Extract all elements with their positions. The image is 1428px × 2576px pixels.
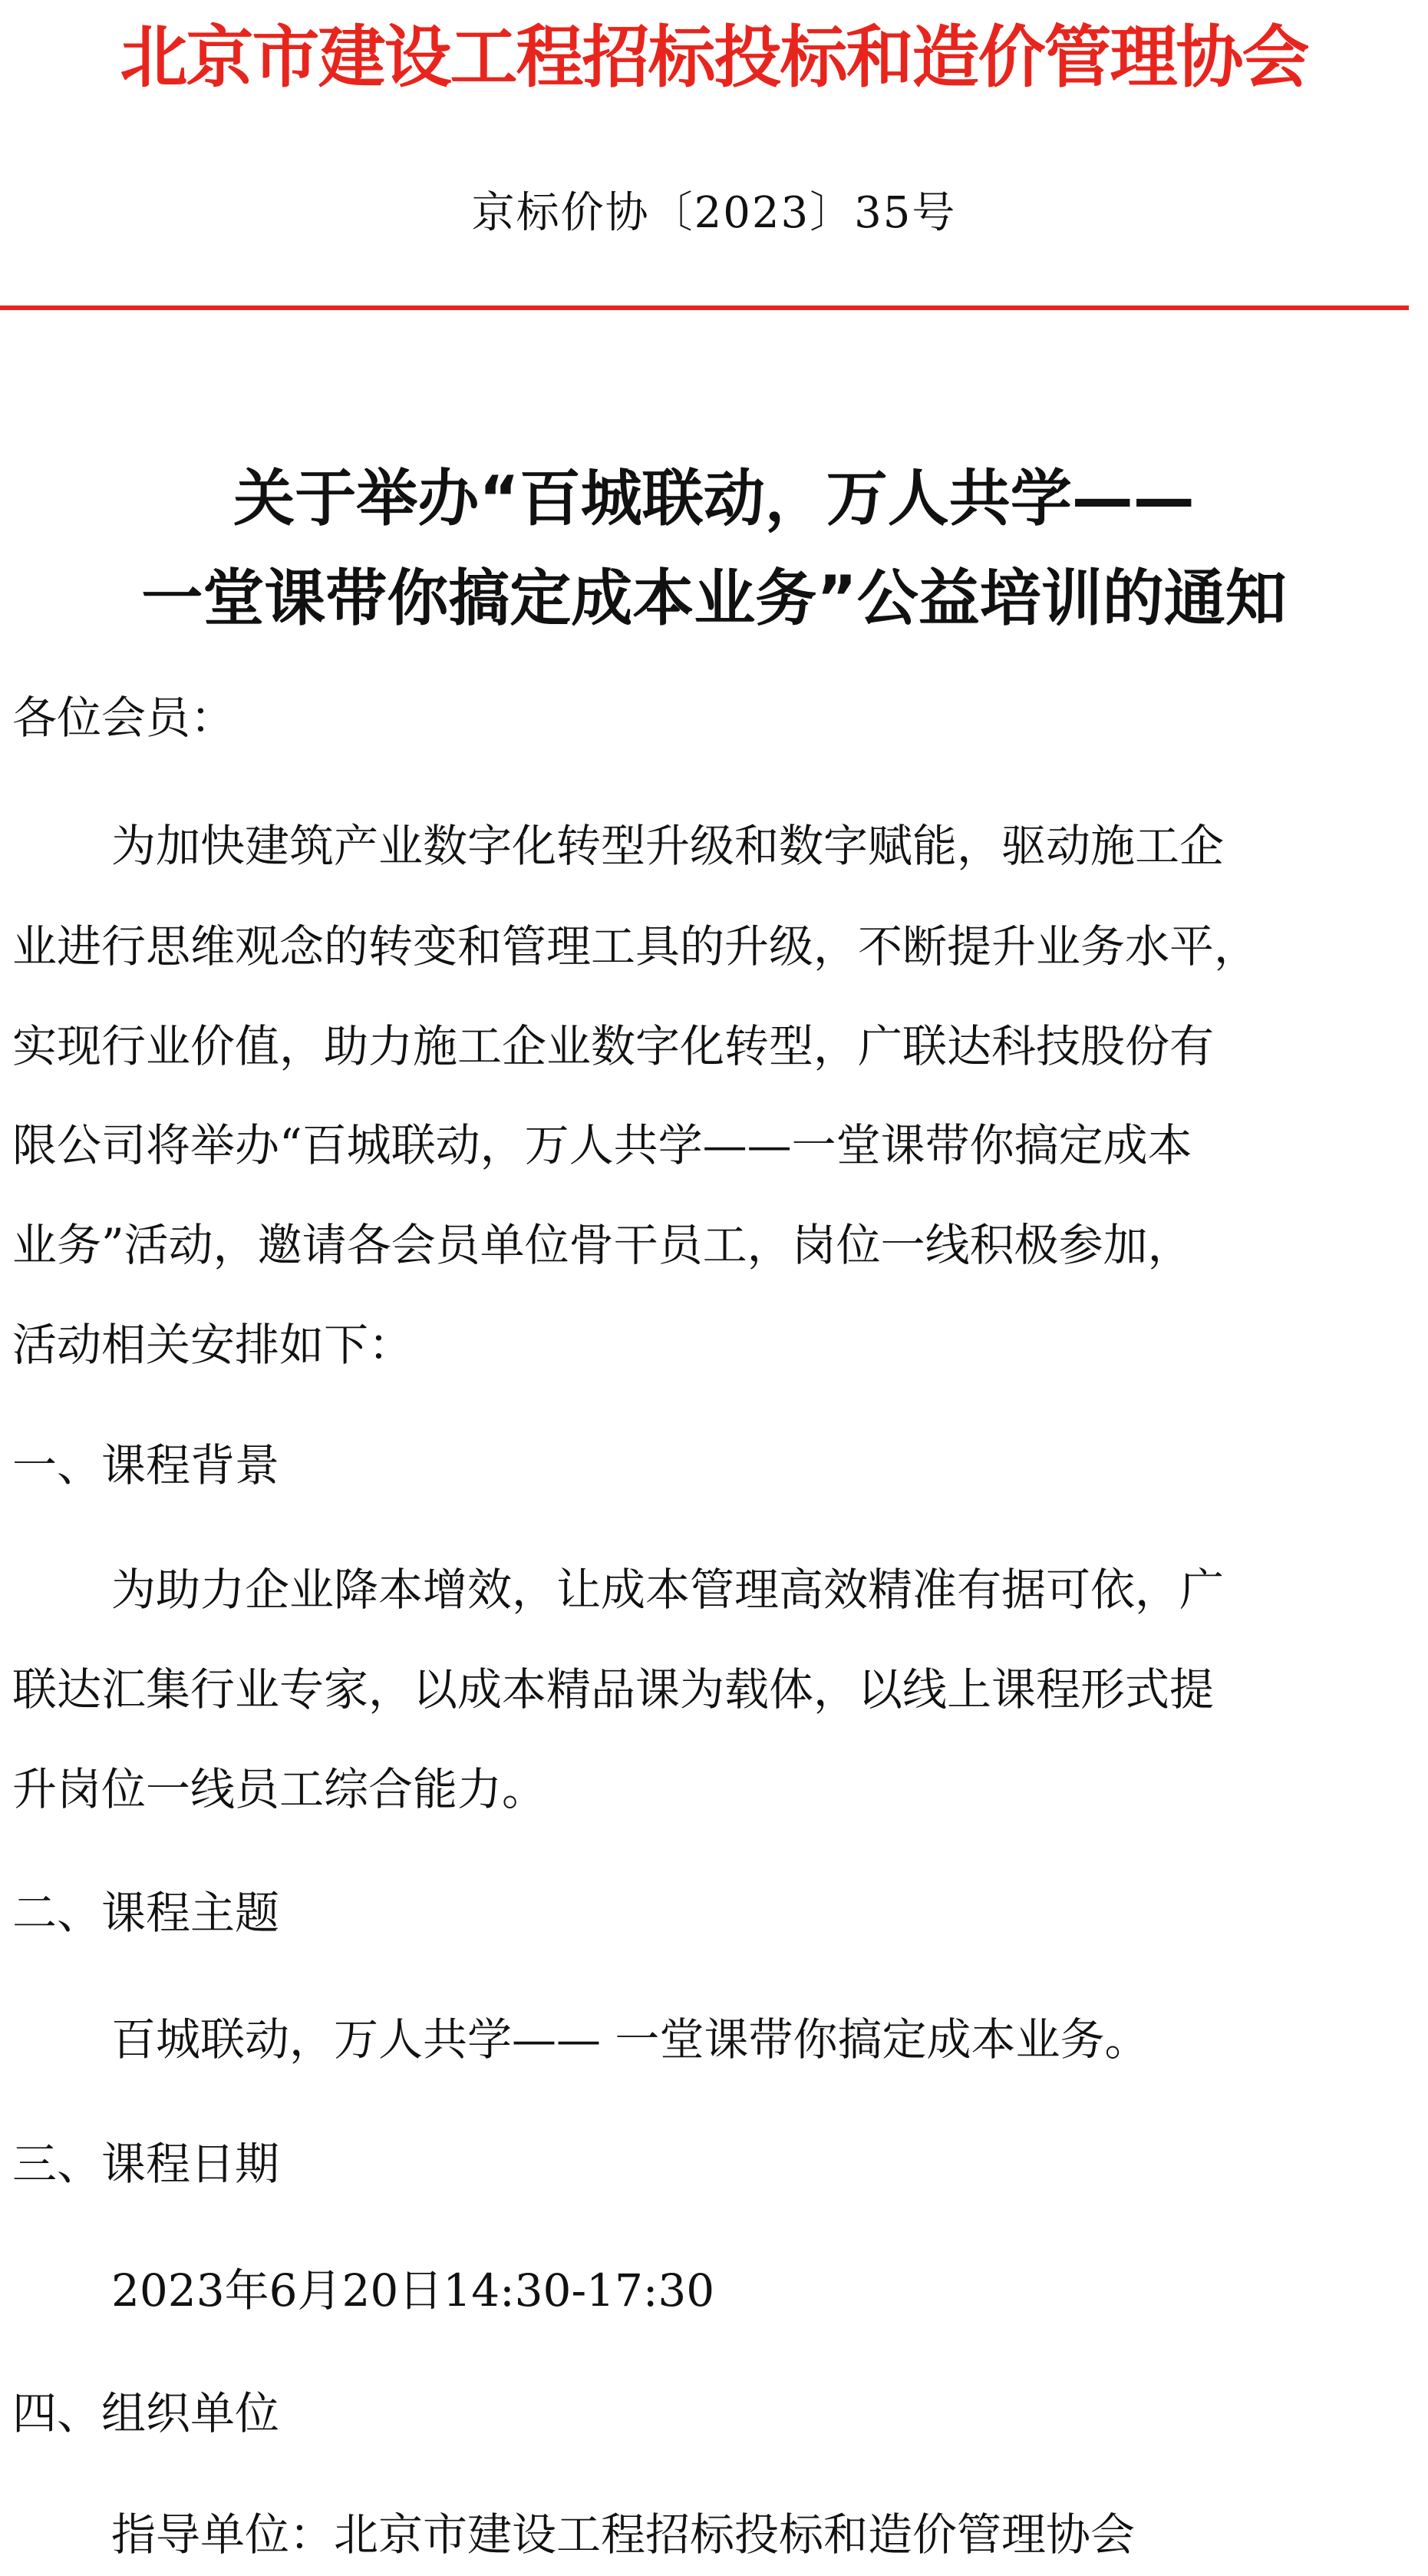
intro-line: 业务”活动，邀请各会员单位骨干员工，岗位一线积极参加， xyxy=(12,1219,1192,1271)
section-heading-organizer: 四、组织单位 xyxy=(12,2387,280,2439)
notice-title-line-1: 关于举办“百城联动，万人共学—— xyxy=(233,463,1195,534)
intro-line: 业进行思维观念的转变和管理工具的升级，不断提升业务水平， xyxy=(12,920,1259,973)
salutation: 各位会员： xyxy=(12,692,236,744)
notice-title-line-2: 一堂课带你搞定成本业务”公益培训的通知 xyxy=(141,563,1287,634)
intro-line: 限公司将举办“百城联动，万人共学——一堂课带你搞定成本 xyxy=(12,1119,1192,1171)
organization-header: 北京市建设工程招标投标和造价管理协会 xyxy=(120,18,1308,97)
document-number: 京标价协〔2023〕35号 xyxy=(471,188,957,238)
red-divider-rule xyxy=(0,305,1409,310)
section-heading-background: 一、课程背景 xyxy=(12,1439,280,1491)
course-date: 2023年6月20日14:30-17:30 xyxy=(111,2264,715,2317)
background-line: 为助力企业降本增效，让成本管理高效精准有据可依，广 xyxy=(111,1564,1225,1616)
section-heading-theme: 二、课程主题 xyxy=(12,1887,280,1939)
intro-line: 活动相关安排如下： xyxy=(12,1319,414,1371)
background-line: 升岗位一线员工综合能力。 xyxy=(12,1763,547,1815)
notice-title xyxy=(0,449,1428,649)
section-heading-date: 三、课程日期 xyxy=(12,2138,280,2190)
intro-line: 为加快建筑产业数字化转型升级和数字赋能，驱动施工企 xyxy=(111,820,1225,872)
theme-text: 百城联动，万人共学—— 一堂课带你搞定成本业务。 xyxy=(111,2013,1149,2066)
background-line: 联达汇集行业专家，以成本精品课为载体，以线上课程形式提 xyxy=(12,1663,1215,1716)
organizer-text: 指导单位：北京市建设工程招标投标和造价管理协会 xyxy=(111,2508,1136,2561)
intro-line: 实现行业价值，助力施工企业数字化转型，广联达科技股份有 xyxy=(12,1020,1215,1072)
